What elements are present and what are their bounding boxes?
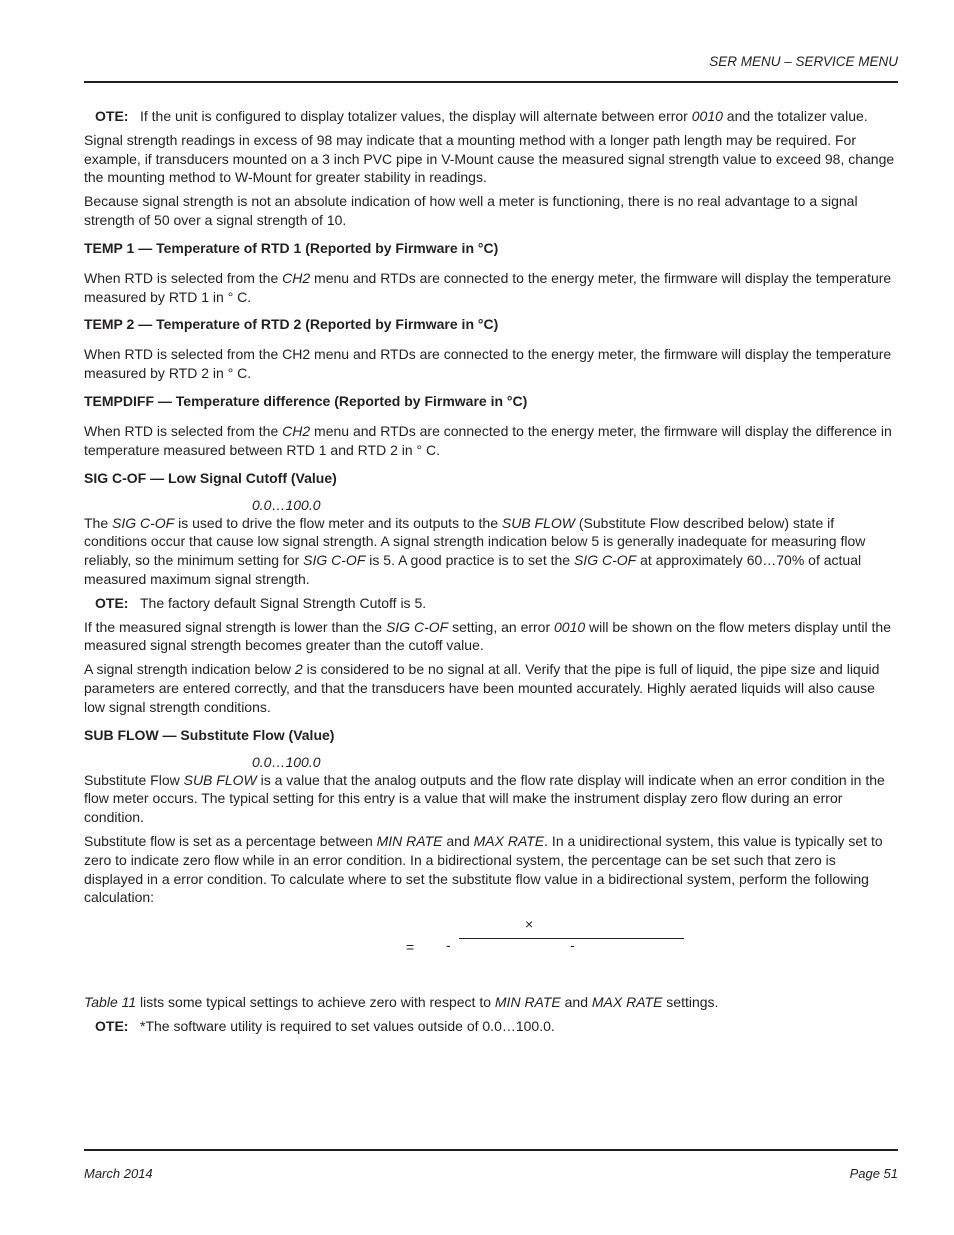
note-software-utility <box>84 1017 898 1036</box>
text-run: . In a unidirectional system, this value is typically set to zero to indicate zero flow while in an error condition. In a bidirectional system, the percentage can be set such that zero is displayed in a error condition. To calculate where to set the substitute flow value in a bidirectional system, perform the following calculation: <box>84 832 883 906</box>
note-default-cutoff <box>84 594 898 613</box>
term-min-rate: MIN RATE <box>376 832 443 849</box>
range-sig-cof: 0.0…100.0 <box>252 496 321 513</box>
error-code: 0010 <box>691 108 723 124</box>
formula-minus: - <box>446 937 451 954</box>
table-link[interactable]: Table 11 <box>84 994 137 1011</box>
text-run: When RTD is selected from the <box>84 422 283 439</box>
text-run: and the totalizer value. <box>722 108 868 124</box>
paragraph-sig-cof-2 <box>84 618 898 656</box>
term-sig-cof: SIG C-OF <box>385 618 449 635</box>
text-run: is used to drive the flow meter and its outputs to the <box>174 514 502 531</box>
heading-sub-flow: SUB FLOW — Substitute Flow (Value) <box>84 726 335 743</box>
note-totalizer <box>84 107 898 126</box>
text-run: menu and RTDs are connected to the energy meter, the firmware will display the difference in temperature measured between RTD 1 and RTD 2 in ° C. <box>84 422 892 458</box>
footer-date: March 2014 <box>84 1166 153 1181</box>
text-run: (Substitute Flow described below) state if conditions occur that cause low signal strength. A signal strength indication below 5 is generally inadequate for measuring flow reliably, so the minimum setting for <box>84 514 866 569</box>
text-run: If the unit is configured to display totalizer values, the display will alternate between error <box>140 108 692 124</box>
text-run: is considered to be no signal at all. Verify that the pipe is full of liquid, the pipe size and liquid parameters are entered correctly, and that the transducers have been mounted accurately. Highly aerated liquids will also cause low signal strength conditions. <box>84 661 880 715</box>
text-run: lists some typical settings to achieve zero with respect to <box>136 994 495 1011</box>
substitute-flow-formula <box>84 916 898 977</box>
text-run: settings. <box>662 994 719 1011</box>
text-run: When RTD is selected from the <box>84 269 283 286</box>
range-sub-flow: 0.0…100.0 <box>252 753 321 770</box>
text-run: is a value that the analog outputs and the flow rate display will indicate when an error condition in the flow meter occurs. The typical setting for this entry is a value that will make the instrument display zero flow during an error condition. <box>84 771 885 826</box>
error-code: 0010 <box>554 618 586 635</box>
menu-name: CH2 <box>282 422 311 439</box>
formula-denominator-minus: - <box>570 937 575 954</box>
text-run: at approximately 60…70% of actual measured maximum signal strength. <box>84 552 862 587</box>
paragraph-sub-flow-1 <box>84 771 898 827</box>
paragraph-table-reference <box>84 993 898 1012</box>
header-rule <box>84 81 898 83</box>
paragraph-sub-flow-2 <box>84 832 898 907</box>
paragraph-sig-cof-1 <box>84 514 898 589</box>
term-sig-cof: SIG C-OF <box>112 514 175 531</box>
text-run: and <box>560 994 592 1011</box>
note-text <box>140 107 898 126</box>
text-run: is 5. A good practice is to set the <box>365 552 574 569</box>
text-run: menu and RTDs are connected to the energy meter, the firmware will display the temperature measured by RTD 1 in ° C. <box>84 269 892 305</box>
term-sig-cof: SIG C-OF <box>303 552 366 569</box>
value-two: 2 <box>294 661 303 678</box>
note-label: OTE: <box>95 108 129 124</box>
formula-times: × <box>525 916 534 933</box>
paragraph-signal-absolute: Because signal strength is not an absolute indication of how well a meter is functioning, there is no real advantage to a signal strength of 50 over a signal strength of 10. <box>84 193 858 228</box>
note-label: OTE: <box>95 594 129 611</box>
text-run: If the measured signal strength is lower than the <box>84 618 386 635</box>
text-run: Substitute Flow <box>84 771 184 788</box>
paragraph-signal-excess: Signal strength readings in excess of 98 may indicate that a mounting method with a longer path length may be required. For example, if transducers mounted on a 3 inch PVC pipe in V-Mount cause the measured signal strength value to exceed 98, change the mounting method to W-Mount for greater stability in readings. <box>84 131 895 186</box>
text-run: and <box>442 832 474 849</box>
term-max-rate: MAX RATE <box>473 832 545 849</box>
text-run: setting, an error <box>448 618 555 635</box>
menu-name: CH2 <box>282 269 311 286</box>
paragraph-tempdiff <box>84 422 898 460</box>
paragraph-sig-cof-3 <box>84 660 898 716</box>
text-run: The <box>84 514 113 531</box>
heading-sig-cof: SIG C-OF — Low Signal Cutoff (Value) <box>84 469 337 486</box>
footer-rule <box>84 1149 898 1151</box>
term-sub-flow: SUB FLOW <box>183 771 257 788</box>
formula-equals: = <box>406 939 415 956</box>
text-run: A signal strength indication below <box>84 661 295 678</box>
text-run: will be shown on the flow meters display until the measured signal strength becomes greater than the cutoff value. <box>84 618 891 654</box>
note-label: OTE: <box>95 1017 129 1034</box>
term-max-rate: MAX RATE <box>591 994 663 1011</box>
paragraph-temp2: When RTD is selected from the CH2 menu and RTDs are connected to the energy meter, the firmware will display the temperature measured by RTD 2 in ° C. <box>84 346 892 382</box>
term-sig-cof: SIG C-OF <box>573 552 637 569</box>
note-text: The factory default Signal Strength Cutoff is 5. <box>140 594 427 611</box>
term-sub-flow: SUB FLOW <box>501 514 575 531</box>
term-min-rate: MIN RATE <box>494 994 561 1011</box>
text-run: Substitute flow is set as a percentage between <box>84 832 377 849</box>
running-header: SER MENU – SERVICE MENU <box>709 54 898 69</box>
footer-page-number: Page 51 <box>849 1166 898 1181</box>
page-content <box>84 107 898 1041</box>
heading-temp2: TEMP 2 — Temperature of RTD 2 (Reported by Firmware in °C) <box>84 316 499 333</box>
paragraph-temp1 <box>84 269 898 307</box>
heading-temp1: TEMP 1 — Temperature of RTD 1 (Reported by Firmware in °C) <box>84 239 499 256</box>
note-text: *The software utility is required to set values outside of 0.0…100.0. <box>140 1017 555 1034</box>
heading-tempdiff: TEMPDIFF — Temperature difference (Reported by Firmware in °C) <box>84 392 528 409</box>
